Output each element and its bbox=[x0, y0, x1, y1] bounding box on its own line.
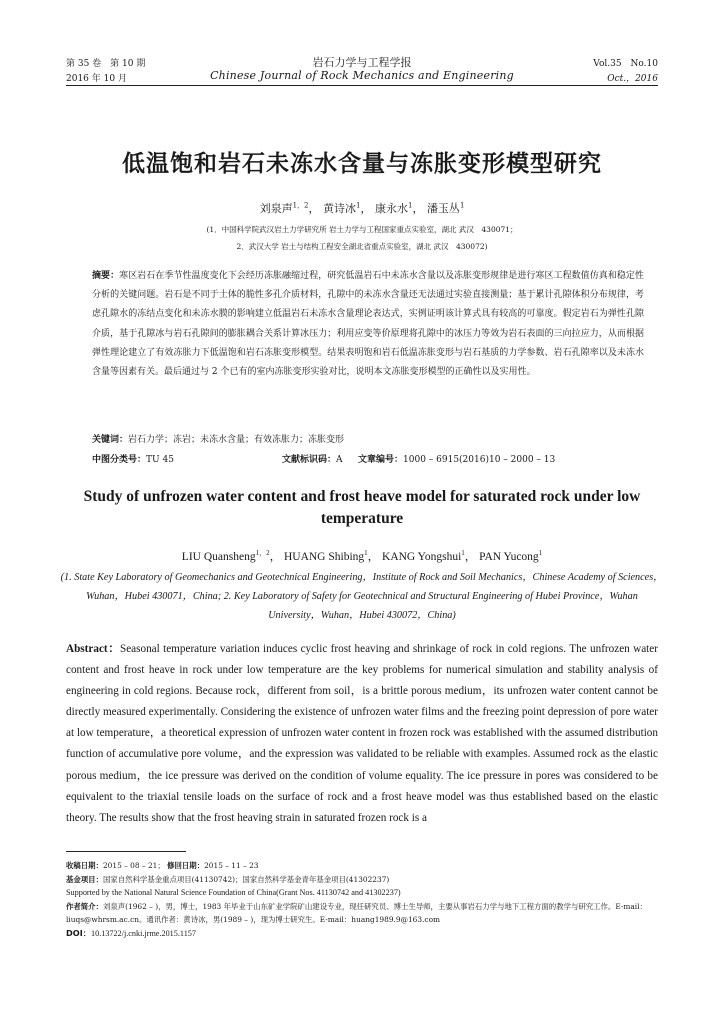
abstract-cn bbox=[92, 267, 644, 382]
document-code bbox=[282, 452, 343, 465]
running-header bbox=[66, 54, 658, 86]
author-name-en: PAN Yucong bbox=[479, 551, 539, 563]
revised-date-label: 修回日期： bbox=[167, 861, 205, 870]
classification-row bbox=[92, 452, 644, 466]
article-number-label: 文章编号： bbox=[358, 455, 404, 465]
author-name-cn: 黄诗冰 bbox=[323, 202, 356, 215]
author-bio-label: 作者简介： bbox=[66, 901, 103, 911]
footnote-dates bbox=[66, 859, 664, 873]
author-affiliation-mark: 1 bbox=[364, 549, 368, 558]
affiliations-en: (1. State Key Laboratory of Geomechanics and Geotechnical Engineering，Institute of Rock and Soil Mechanics，Chinese Academy of Sciences，Wuhan，Hubei 430071，China; 2. Key Laboratory of Safety for Geotechnical and Structural Engineering of Hubei Province，Wuhan University，Wuhan，Hubei 430072，China) bbox=[60, 572, 664, 621]
doi-label: DOI： bbox=[66, 927, 91, 938]
header-volume-en: Vol.35 No.10 bbox=[593, 59, 658, 69]
author-name-en: LIU Quansheng bbox=[181, 551, 256, 563]
author-bio-value: 刘泉声(1962 – )，男，博士，1983 年毕业于山东矿业学院矿山建设专业，现任研究员、博士生导师，主要从事岩石力学与地下工程方面的教学与研究工作。E-mail：liuqs@whrsm.ac.cn。通讯作者：黄诗冰，男(1989 – )，现为博士研究生。E-mail：huang1989.9@163.com bbox=[66, 901, 647, 924]
received-date-label: 收稿日期： bbox=[66, 861, 103, 870]
fund-value: 国家自然科学基金重点项目(41130742)；国家自然科学基金青年基金项目(41302237) bbox=[102, 874, 390, 884]
footnote-supported-en: Supported by the National Natural Science Foundation of China(Grant Nos. 41130742 and 41302237) bbox=[66, 888, 401, 897]
paper-title-en: Study of unfrozen water content and frost heave model for saturated rock under low temperature bbox=[83, 488, 641, 527]
author-name-en: HUANG Shibing bbox=[283, 551, 365, 563]
abstract-cn-text: 寒区岩石在季节性温度变化下会经历冻胀融缩过程，研究低温岩石中未冻水含量以及冻胀变形规律是进行寒区工程数值仿真和稳定性分析的关键问题。岩石是不同于土体的脆性多孔介质材料，孔隙中的未冻水含量还无法通过实验直接测量；基于累计孔隙体积分布规律，考虑孔隙水的冻结点变化和未冻水膜的影响建立低温岩石未冻水含量理论表达式，实例证明该计算式具有较高的可靠度。假定岩石为弹性孔隙介质，基于孔隙冰与岩石孔隙间的膨胀耦合关系计算冰压力；利用应变等价原理将孔隙中的冰压力等效为岩石表面的三向拉应力，从而根据弹性理论建立了有效冻胀力下低温饱和岩石冻胀变形模型。结果表明饱和岩石低温冻胀变形与岩石基质的力学参数、岩石孔隙率以及未冻水含量等因素有关。最后通过与 2 个已有的室内冻胀变形实验对比，说明本文冻胀变形模型的正确性以及实用性。 bbox=[92, 271, 644, 378]
abstract-cn-label: 摘要： bbox=[92, 271, 120, 281]
author-name-en: KANG Yongshui bbox=[382, 551, 462, 563]
author-list-cn: 刘泉声$^{1,2}$， 黄诗冰$^1$， 康永水$^1$， 潘玉丛$^1$ bbox=[259, 201, 465, 215]
author-list-en: LIU Quansheng$^{1,2}$， HUANG Shibing$^1$， KANG Yongshui$^1$， PAN Yucong$^1$ bbox=[181, 549, 543, 563]
fund-label: 基金项目： bbox=[66, 874, 103, 884]
abstract-en-text: Seasonal temperature variation induces cyclic frost heaving and shrinkage of rock in cold regions. The unfrozen water content and frost heave in rock under low temperature are the key problems for numerical simulation and stability analysis of engineering in cold regions. Because rock，different from soil，is a brittle porous medium，its unfrozen water content cannot be directly measured experimentally. Considering the existence of unfrozen water films and the freezing point depression of pore water at low temperature，a theoretical expression of unfrozen water content in frozen rock was established with the assumed distribution function of accumulative pore volume，and the expression was validated to be reliable with examples. Assumed rock as the elastic porous medium，the ice pressure was derived on the condition of volume equality. The ice pressure in pores was considered to be equivalent to the triaxial tensile loads on the surface of rock and a frost heave model was thus established based on the elastic theory. The results show that the frost heaving strain in saturated frozen rock is a bbox=[66, 643, 658, 824]
article-number-value: 1000 – 6915(2016)10 – 2000 – 13 bbox=[403, 455, 556, 465]
footnote-doi bbox=[66, 927, 664, 941]
doi-value[interactable]: 10.13722/j.cnki.jrme.2015.1157 bbox=[91, 928, 196, 938]
abstract-en bbox=[66, 639, 658, 829]
header-date-cn: 2016 年 10 月 bbox=[66, 74, 127, 84]
affiliation-cn-2: 2．武汉大学 岩土与结构工程安全湖北省重点实验室，湖北 武汉 430072) bbox=[236, 242, 488, 251]
author-name-cn: 康永水 bbox=[374, 202, 408, 215]
header-date-en: Oct.，2016 bbox=[607, 74, 658, 84]
abstract-en-label: Abstract： bbox=[66, 643, 120, 655]
footnotes bbox=[66, 859, 664, 940]
keywords-cn-text: 岩石力学；冻岩；未冻水含量；有效冻胀力；冻胀变形 bbox=[128, 435, 345, 445]
header-journal-en: Chinese Journal of Rock Mechanics and Engineering bbox=[210, 69, 514, 82]
author-affiliation-mark: 1 bbox=[461, 549, 465, 558]
footnote-divider bbox=[66, 851, 186, 852]
paper-title-cn: 低温饱和岩石未冻水含量与冻胀变形模型研究 bbox=[122, 151, 602, 177]
author-name-cn: 刘泉声 bbox=[259, 202, 293, 215]
clc-value: TU 45 bbox=[146, 455, 174, 465]
author-affiliation-mark: 1，2 bbox=[255, 549, 270, 558]
footnote-fund bbox=[66, 873, 664, 887]
received-date-value: 2015 – 08 – 21； bbox=[102, 861, 165, 870]
author-affiliation-mark: 1 bbox=[356, 201, 361, 210]
clc-number bbox=[92, 452, 174, 465]
author-affiliation-mark: 1 bbox=[538, 549, 543, 558]
author-affiliation-mark: 1，2 bbox=[292, 201, 309, 210]
header-volume-cn: 第 35 卷 第 10 期 bbox=[66, 59, 146, 69]
affiliation-cn-1: (1．中国科学院武汉岩土力学研究所 岩土力学与工程国家重点实验室，湖北 武汉 430071； bbox=[206, 225, 518, 234]
revised-date-value: 2015 – 11 – 23 bbox=[204, 861, 259, 870]
article-number bbox=[358, 452, 555, 465]
header-divider bbox=[66, 85, 658, 86]
doc-code-label: 文献标识码： bbox=[282, 455, 337, 465]
header-journal-cn: 岩石力学与工程学报 bbox=[312, 56, 412, 69]
author-name-cn: 潘玉丛 bbox=[426, 202, 460, 215]
author-affiliation-mark: 1 bbox=[459, 201, 465, 210]
footnote-author-bio bbox=[66, 900, 664, 927]
author-affiliation-mark: 1 bbox=[407, 201, 413, 210]
clc-label: 中图分类号： bbox=[92, 455, 147, 465]
keywords-cn bbox=[92, 432, 644, 445]
doc-code-value: A bbox=[336, 455, 343, 465]
keywords-cn-label: 关键词： bbox=[92, 435, 129, 445]
